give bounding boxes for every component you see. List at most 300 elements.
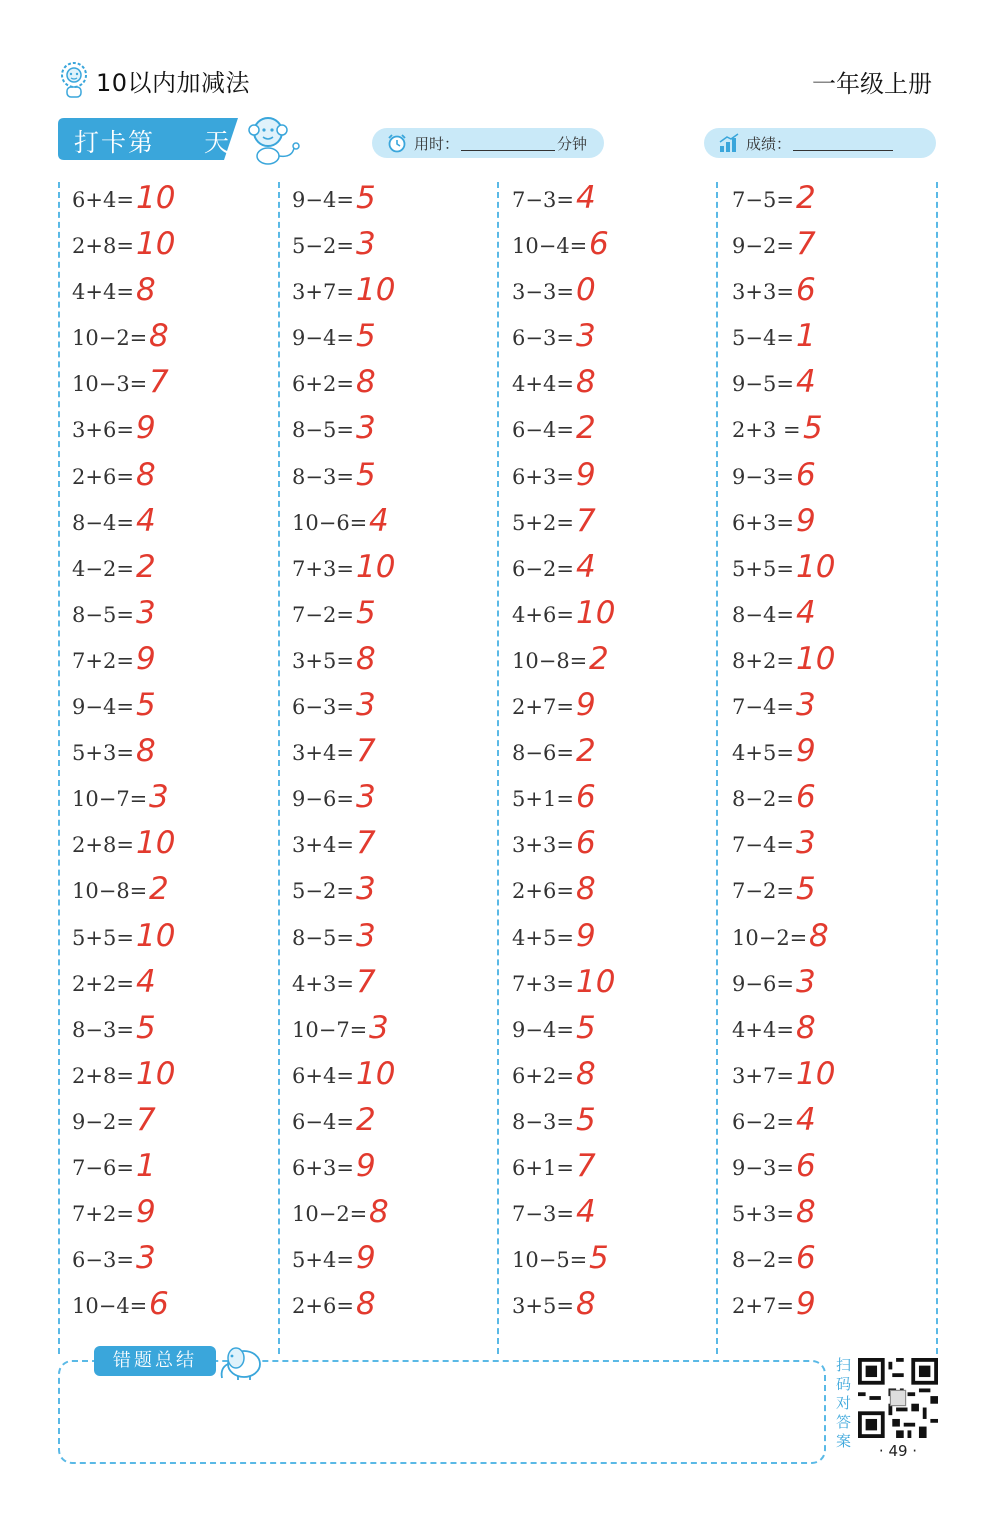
handwritten-answer[interactable]: 8 xyxy=(369,1194,389,1231)
handwritten-answer[interactable]: 3 xyxy=(796,687,816,724)
exercise-row xyxy=(292,270,502,316)
page-number: · 49 · xyxy=(878,1442,918,1460)
equation-text: 10−2= xyxy=(732,925,808,950)
exercise-row xyxy=(292,547,502,593)
handwritten-answer[interactable]: 9 xyxy=(356,1240,376,1277)
equation-text: 6+2= xyxy=(512,1063,574,1088)
equation-text: 7−3= xyxy=(512,1202,574,1227)
handwritten-answer[interactable]: 9 xyxy=(356,1147,376,1184)
exercise-row xyxy=(292,593,502,639)
handwritten-answer[interactable]: 9 xyxy=(576,456,596,493)
exercise-row xyxy=(72,685,282,731)
handwritten-answer[interactable]: 6 xyxy=(796,456,816,493)
exercise-column xyxy=(72,178,282,1330)
handwritten-answer[interactable]: 5 xyxy=(356,318,376,355)
handwritten-answer[interactable]: 4 xyxy=(796,594,816,631)
handwritten-answer[interactable]: 4 xyxy=(369,502,389,539)
handwritten-answer[interactable]: 2 xyxy=(796,180,816,216)
exercise-row xyxy=(292,777,502,823)
handwritten-answer[interactable]: 8 xyxy=(136,272,156,309)
exercise-row xyxy=(72,362,282,408)
equation-text: 9−3= xyxy=(732,1155,794,1180)
exercise-row xyxy=(732,1008,942,1054)
handwritten-answer[interactable]: 7 xyxy=(356,733,376,770)
exercise-row xyxy=(512,178,722,224)
exercise-row xyxy=(72,455,282,501)
exercise-row xyxy=(732,362,942,408)
handwritten-answer[interactable]: 6 xyxy=(796,1240,816,1277)
exercise-row xyxy=(732,731,942,777)
equation-text: 3+5= xyxy=(292,648,354,673)
exercise-row xyxy=(732,1238,942,1284)
equation-text: 10−2= xyxy=(292,1202,368,1227)
exercise-row xyxy=(72,1008,282,1054)
exercise-row xyxy=(732,316,942,362)
equation-text: 2+3 = xyxy=(732,418,801,443)
equation-text: 9−6= xyxy=(732,971,794,996)
equation-text: 8−2= xyxy=(732,787,794,812)
handwritten-answer[interactable]: 3 xyxy=(369,1009,389,1046)
exercise-row xyxy=(732,639,942,685)
handwritten-answer[interactable]: 4 xyxy=(796,1101,816,1138)
equation-text: 7−2= xyxy=(292,602,354,627)
handwritten-answer[interactable]: 10 xyxy=(136,1055,176,1092)
exercise-row xyxy=(512,685,722,731)
handwritten-answer[interactable]: 9 xyxy=(796,733,816,770)
equation-text: 9−5= xyxy=(732,372,794,397)
exercise-row xyxy=(72,1100,282,1146)
exercise-row xyxy=(512,962,722,1008)
exercise-row xyxy=(72,916,282,962)
handwritten-answer[interactable]: 9 xyxy=(136,410,156,447)
handwritten-answer[interactable]: 7 xyxy=(356,963,376,1000)
handwritten-answer[interactable]: 10 xyxy=(576,963,616,1000)
exercise-row xyxy=(72,501,282,547)
equation-text: 3+5= xyxy=(512,1294,574,1319)
equation-text: 8−3= xyxy=(512,1109,574,1134)
exercise-row xyxy=(732,823,942,869)
exercise-row xyxy=(512,224,722,270)
equation-text: 6+2= xyxy=(292,372,354,397)
equation-text: 6+1= xyxy=(512,1155,574,1180)
handwritten-answer[interactable]: 8 xyxy=(149,318,169,355)
equation-text: 9−2= xyxy=(72,1109,134,1134)
equation-text: 8−6= xyxy=(512,741,574,766)
handwritten-answer[interactable]: 10 xyxy=(796,640,836,677)
equation-text: 6−3= xyxy=(512,326,574,351)
handwritten-answer[interactable]: 6 xyxy=(589,226,609,263)
score-field[interactable] xyxy=(704,128,936,158)
equation-text: 6−3= xyxy=(292,695,354,720)
handwritten-answer[interactable]: 5 xyxy=(796,871,816,908)
exercise-row xyxy=(512,731,722,777)
page-title: 10以内加减法 xyxy=(96,68,251,97)
handwritten-answer[interactable]: 2 xyxy=(149,871,169,908)
equation-text: 3+4= xyxy=(292,833,354,858)
equation-text: 7+3= xyxy=(512,971,574,996)
handwritten-answer[interactable]: 7 xyxy=(576,502,596,539)
exercise-row xyxy=(512,916,722,962)
equation-text: 2+7= xyxy=(732,1294,794,1319)
equation-text: 5+2= xyxy=(512,510,574,535)
exercise-row xyxy=(512,1192,722,1238)
exercise-row xyxy=(292,1054,502,1100)
equation-text: 8−3= xyxy=(72,1017,134,1042)
exercise-row xyxy=(512,1100,722,1146)
equation-text: 4+4= xyxy=(732,1017,794,1042)
exercise-row xyxy=(292,1238,502,1284)
handwritten-answer[interactable]: 8 xyxy=(576,1055,596,1092)
equation-text: 5+3= xyxy=(72,741,134,766)
exercise-row xyxy=(732,547,942,593)
exercise-row xyxy=(732,501,942,547)
handwritten-answer[interactable]: 3 xyxy=(356,410,376,447)
equation-text: 7−3= xyxy=(512,188,574,212)
equation-text: 10−4= xyxy=(72,1294,148,1319)
handwritten-answer[interactable]: 7 xyxy=(356,825,376,862)
exercise-row xyxy=(512,455,722,501)
exercise-row xyxy=(292,178,502,224)
exercise-row xyxy=(512,316,722,362)
exercise-row xyxy=(72,823,282,869)
handwritten-answer[interactable]: 8 xyxy=(576,364,596,401)
equation-text: 2+6= xyxy=(292,1294,354,1319)
exercise-row xyxy=(512,823,722,869)
handwritten-answer[interactable]: 5 xyxy=(136,1009,156,1046)
handwritten-answer[interactable]: 9 xyxy=(136,1194,156,1231)
equation-text: 8−4= xyxy=(72,510,134,535)
handwritten-answer[interactable]: 10 xyxy=(356,548,396,585)
exercise-row xyxy=(72,869,282,915)
exercise-row xyxy=(512,639,722,685)
handwritten-answer[interactable]: 9 xyxy=(136,640,156,677)
exercise-row xyxy=(732,1100,942,1146)
handwritten-answer[interactable]: 3 xyxy=(136,1240,156,1277)
exercise-row xyxy=(292,362,502,408)
handwritten-answer[interactable]: 2 xyxy=(136,548,156,585)
equation-text: 6+3= xyxy=(512,464,574,489)
exercise-row xyxy=(732,1284,942,1330)
equation-text: 5+4= xyxy=(292,1248,354,1273)
equation-text: 2+2= xyxy=(72,971,134,996)
exercise-row xyxy=(732,224,942,270)
exercise-row xyxy=(292,869,502,915)
exercise-row xyxy=(72,1054,282,1100)
handwritten-answer[interactable]: 2 xyxy=(576,410,596,447)
handwritten-answer[interactable]: 7 xyxy=(796,226,816,263)
equation-text: 9−3= xyxy=(732,464,794,489)
elephant-icon xyxy=(214,1338,270,1382)
equation-text: 3+7= xyxy=(732,1063,794,1088)
equation-text: 7+3= xyxy=(292,556,354,581)
equation-text: 10−8= xyxy=(512,648,588,673)
exercise-row xyxy=(292,916,502,962)
handwritten-answer[interactable]: 1 xyxy=(136,1147,156,1184)
exercise-column xyxy=(292,178,502,1330)
exercise-row xyxy=(732,869,942,915)
exercise-row xyxy=(292,501,502,547)
equation-text: 7−2= xyxy=(732,879,794,904)
equation-text: 5−2= xyxy=(292,879,354,904)
mistake-summary-label: 错题总结 xyxy=(94,1346,216,1376)
equation-text: 8−2= xyxy=(732,1248,794,1273)
exercise-row xyxy=(732,1192,942,1238)
exercise-row xyxy=(512,362,722,408)
equation-text: 8−3= xyxy=(292,464,354,489)
equation-text: 10−4= xyxy=(512,234,588,259)
exercise-row xyxy=(512,1146,722,1192)
exercise-row xyxy=(732,408,942,454)
handwritten-answer[interactable]: 8 xyxy=(356,1286,376,1323)
time-field[interactable] xyxy=(372,128,604,158)
equation-text: 7−5= xyxy=(732,188,794,212)
handwritten-answer[interactable]: 6 xyxy=(576,825,596,862)
time-label: 用时： xyxy=(414,134,460,153)
handwritten-answer[interactable]: 10 xyxy=(356,1055,396,1092)
exercise-row xyxy=(732,1146,942,1192)
bar-chart-icon xyxy=(718,132,740,154)
exercise-row xyxy=(732,777,942,823)
exercise-row xyxy=(512,1008,722,1054)
equation-text: 7+2= xyxy=(72,648,134,673)
exercise-row xyxy=(292,1146,502,1192)
handwritten-answer[interactable]: 10 xyxy=(136,917,176,954)
handwritten-answer[interactable]: 2 xyxy=(589,640,609,677)
handwritten-answer[interactable]: 3 xyxy=(149,779,169,816)
score-blank[interactable] xyxy=(793,136,893,151)
exercise-row xyxy=(512,593,722,639)
exercise-row xyxy=(72,408,282,454)
handwritten-answer[interactable]: 10 xyxy=(796,1055,836,1092)
exercise-row xyxy=(72,316,282,362)
handwritten-answer[interactable]: 5 xyxy=(356,456,376,493)
qr-code-icon[interactable] xyxy=(858,1358,938,1438)
equation-text: 4+5= xyxy=(512,925,574,950)
handwritten-answer[interactable]: 6 xyxy=(796,1147,816,1184)
equation-text: 7−4= xyxy=(732,833,794,858)
handwritten-answer[interactable]: 3 xyxy=(796,963,816,1000)
monkey-icon xyxy=(246,112,304,166)
handwritten-answer[interactable]: 7 xyxy=(576,1147,596,1184)
equation-text: 9−2= xyxy=(732,234,794,259)
handwritten-answer[interactable]: 3 xyxy=(136,594,156,631)
time-unit: 分钟 xyxy=(557,134,588,153)
handwritten-answer[interactable]: 8 xyxy=(796,1009,816,1046)
exercise-row xyxy=(72,270,282,316)
scan-for-answers-text: 扫码对答案 xyxy=(836,1356,852,1450)
equation-text: 5−2= xyxy=(292,234,354,259)
exercise-row xyxy=(512,1284,722,1330)
handwritten-answer[interactable]: 8 xyxy=(136,456,156,493)
exercise-row xyxy=(292,962,502,1008)
exercise-row xyxy=(72,777,282,823)
exercise-row xyxy=(292,685,502,731)
handwritten-answer[interactable]: 1 xyxy=(796,318,816,355)
exercise-row xyxy=(732,685,942,731)
lion-logo-icon xyxy=(58,61,90,99)
handwritten-answer[interactable]: 10 xyxy=(356,272,396,309)
equation-text: 7−6= xyxy=(72,1155,134,1180)
handwritten-answer[interactable]: 5 xyxy=(803,410,823,447)
equation-text: 9−4= xyxy=(512,1017,574,1042)
exercise-row xyxy=(72,731,282,777)
equation-text: 2+7= xyxy=(512,695,574,720)
header-left xyxy=(58,58,250,102)
handwritten-answer[interactable]: 6 xyxy=(576,779,596,816)
handwritten-answer[interactable]: 8 xyxy=(576,1286,596,1323)
exercise-row xyxy=(292,408,502,454)
exercise-row xyxy=(72,593,282,639)
time-blank[interactable] xyxy=(461,136,555,151)
exercise-row xyxy=(292,1192,502,1238)
equation-text: 10−2= xyxy=(72,326,148,351)
alarm-clock-icon xyxy=(386,132,408,154)
handwritten-answer[interactable]: 4 xyxy=(136,963,156,1000)
equation-text: 7+2= xyxy=(72,1202,134,1227)
handwritten-answer[interactable]: 9 xyxy=(576,917,596,954)
exercise-row xyxy=(512,1238,722,1284)
equation-text: 2+6= xyxy=(512,879,574,904)
equation-text: 2+8= xyxy=(72,1063,134,1088)
handwritten-answer[interactable]: 10 xyxy=(136,825,176,862)
exercise-row xyxy=(512,777,722,823)
exercise-row xyxy=(732,270,942,316)
handwritten-answer[interactable]: 8 xyxy=(136,733,156,770)
equation-text: 6−3= xyxy=(72,1248,134,1273)
handwritten-answer[interactable]: 3 xyxy=(576,318,596,355)
handwritten-answer[interactable]: 4 xyxy=(796,364,816,401)
exercise-column xyxy=(512,178,722,1330)
exercise-row xyxy=(292,1008,502,1054)
equation-text: 5+3= xyxy=(732,1202,794,1227)
exercise-column xyxy=(732,178,942,1330)
handwritten-answer[interactable]: 3 xyxy=(796,825,816,862)
exercise-row xyxy=(292,1284,502,1330)
handwritten-answer[interactable]: 9 xyxy=(796,502,816,539)
handwritten-answer[interactable]: 3 xyxy=(356,779,376,816)
handwritten-answer[interactable]: 9 xyxy=(796,1286,816,1323)
handwritten-answer[interactable]: 7 xyxy=(149,364,169,401)
handwritten-answer[interactable]: 5 xyxy=(356,180,376,216)
handwritten-answer[interactable]: 10 xyxy=(796,548,836,585)
equation-text: 6−4= xyxy=(512,418,574,443)
equation-text: 2+6= xyxy=(72,464,134,489)
handwritten-answer[interactable]: 8 xyxy=(356,364,376,401)
handwritten-answer[interactable]: 9 xyxy=(576,687,596,724)
handwritten-answer[interactable]: 10 xyxy=(136,226,176,263)
equation-text: 3+3= xyxy=(732,280,794,305)
exercise-row xyxy=(732,916,942,962)
exercise-row xyxy=(732,1054,942,1100)
handwritten-answer[interactable]: 8 xyxy=(796,1194,816,1231)
checkin-day-label: 天 xyxy=(204,128,230,157)
handwritten-answer[interactable]: 10 xyxy=(136,180,176,216)
handwritten-answer[interactable]: 5 xyxy=(576,1101,596,1138)
handwritten-answer[interactable]: 5 xyxy=(136,687,156,724)
equation-text: 9−4= xyxy=(292,188,354,212)
handwritten-answer[interactable]: 3 xyxy=(356,871,376,908)
exercise-row xyxy=(732,178,942,224)
exercise-row xyxy=(732,962,942,1008)
handwritten-answer[interactable]: 6 xyxy=(796,272,816,309)
equation-text: 10−6= xyxy=(292,510,368,535)
exercise-row xyxy=(292,224,502,270)
equation-text: 3+7= xyxy=(292,280,354,305)
handwritten-answer[interactable]: 3 xyxy=(356,226,376,263)
exercise-row xyxy=(292,455,502,501)
handwritten-answer[interactable]: 5 xyxy=(589,1240,609,1277)
handwritten-answer[interactable]: 4 xyxy=(576,1194,596,1231)
equation-text: 7−4= xyxy=(732,695,794,720)
equation-text: 5−4= xyxy=(732,326,794,351)
handwritten-answer[interactable]: 0 xyxy=(576,272,596,309)
equation-text: 6−2= xyxy=(512,556,574,581)
exercise-row xyxy=(512,408,722,454)
exercise-row xyxy=(512,547,722,593)
handwritten-answer[interactable]: 3 xyxy=(356,687,376,724)
equation-text: 4+5= xyxy=(732,741,794,766)
handwritten-answer[interactable]: 6 xyxy=(149,1286,169,1323)
handwritten-answer[interactable]: 8 xyxy=(576,871,596,908)
equation-text: 4+4= xyxy=(512,372,574,397)
handwritten-answer[interactable]: 4 xyxy=(136,502,156,539)
exercise-row xyxy=(72,178,282,224)
handwritten-answer[interactable]: 7 xyxy=(136,1101,156,1138)
equation-text: 5+5= xyxy=(732,556,794,581)
handwritten-answer[interactable]: 5 xyxy=(356,594,376,631)
exercise-row xyxy=(72,1192,282,1238)
equation-text: 10−7= xyxy=(292,1017,368,1042)
equation-text: 8+2= xyxy=(732,648,794,673)
equation-text: 6−4= xyxy=(292,1109,354,1134)
equation-text: 2+8= xyxy=(72,234,134,259)
equation-text: 6+4= xyxy=(292,1063,354,1088)
handwritten-answer[interactable]: 2 xyxy=(356,1101,376,1138)
equation-text: 9−6= xyxy=(292,787,354,812)
handwritten-answer[interactable]: 3 xyxy=(356,917,376,954)
equation-text: 6+4= xyxy=(72,188,134,212)
equation-text: 6+3= xyxy=(292,1155,354,1180)
equation-text: 4+3= xyxy=(292,971,354,996)
equation-text: 5+5= xyxy=(72,925,134,950)
equation-text: 8−5= xyxy=(72,602,134,627)
equation-text: 3+4= xyxy=(292,741,354,766)
handwritten-answer[interactable]: 4 xyxy=(576,180,596,216)
exercise-row xyxy=(292,731,502,777)
handwritten-answer[interactable]: 5 xyxy=(576,1009,596,1046)
exercise-row xyxy=(512,869,722,915)
exercise-row xyxy=(72,547,282,593)
exercise-row xyxy=(512,501,722,547)
equation-text: 5+1= xyxy=(512,787,574,812)
handwritten-answer[interactable]: 6 xyxy=(796,779,816,816)
equation-text: 4−2= xyxy=(72,556,134,581)
exercise-row xyxy=(512,1054,722,1100)
equation-text: 8−5= xyxy=(292,925,354,950)
handwritten-answer[interactable]: 8 xyxy=(356,640,376,677)
checkin-banner xyxy=(58,118,238,160)
handwritten-answer[interactable]: 10 xyxy=(576,594,616,631)
equation-text: 8−4= xyxy=(732,602,794,627)
handwritten-answer[interactable]: 4 xyxy=(576,548,596,585)
equation-text: 10−8= xyxy=(72,879,148,904)
equation-text: 3+6= xyxy=(72,418,134,443)
equation-text: 3+3= xyxy=(512,833,574,858)
handwritten-answer[interactable]: 8 xyxy=(809,917,829,954)
exercise-row xyxy=(292,639,502,685)
handwritten-answer[interactable]: 2 xyxy=(576,733,596,770)
equation-text: 9−4= xyxy=(72,695,134,720)
